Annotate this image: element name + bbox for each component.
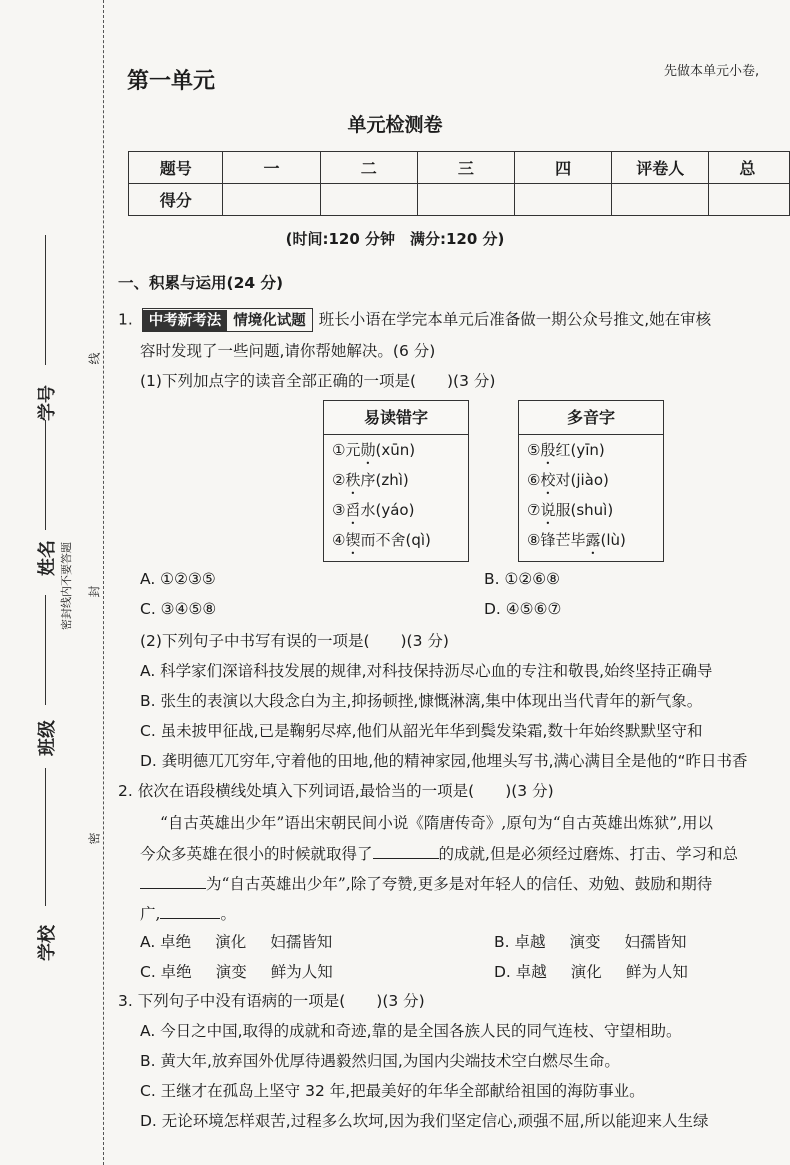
school-input-line[interactable] (45, 768, 46, 906)
q1-line2: 容时发现了一些问题,请你帮她解决。(6 分) (140, 342, 436, 360)
q2-passage-line4: 广, 。 (140, 902, 236, 925)
q1-sub2-option-a[interactable]: A. 科学家们深谙科技发展的规律,对科技保持沥尽心血的专注和敬畏,始终坚持正确导 (140, 662, 713, 680)
q3-option-d[interactable]: D. 无论环境怎样艰苦,过程多么坎坷,因为我们坚定信心,顽强不屈,所以能迎来人生绿 (140, 1112, 709, 1130)
box-title: 多音字 (519, 401, 663, 435)
q2-option-a[interactable]: A. 卓绝 演化 妇孺皆知 (140, 933, 333, 951)
score-input[interactable] (320, 184, 417, 216)
q1-option-d[interactable]: D. ④⑤⑥⑦ (484, 600, 562, 618)
q2-option-c[interactable]: C. 卓绝 演变 鲜为人知 (140, 963, 333, 981)
q2-stem-line (118, 780, 554, 802)
box-item: ③舀水(yáo) (332, 501, 415, 519)
seal-feng-char: 封 (87, 585, 102, 598)
q1-sub2-option-b[interactable]: B. 张生的表演以大段念白为主,抑扬顿挫,慷慨淋漓,集中体现出当代青年的新气象。 (140, 692, 703, 710)
score-table-header-row (129, 152, 790, 184)
q2-passage-line1: “自古英雄出少年”语出宋朝民间小说《隋唐传奇》,原句为“自古英雄出炼狱”,用以 (160, 814, 714, 832)
score-table-score-row (129, 184, 790, 216)
polyphone-box (518, 400, 664, 562)
score-cell: 二 (320, 152, 417, 184)
section-title: 一、积累与运用(24 分) (118, 274, 284, 292)
easy-error-box (323, 400, 469, 562)
score-input[interactable] (515, 184, 612, 216)
seal-line-char: 线 (87, 352, 102, 365)
q2-option-d[interactable]: D. 卓越 演化 鲜为人知 (494, 963, 688, 981)
blank-3[interactable] (160, 902, 220, 919)
q3-option-b[interactable]: B. 黄大年,放弃国外优厚待遇毅然归国,为国内尖端技术空白燃尽生命。 (140, 1052, 620, 1070)
score-cell: 题号 (129, 152, 223, 184)
q1-option-a[interactable]: A. ①②③⑤ (140, 570, 216, 588)
box-title: 易读错字 (324, 401, 468, 435)
q2-option-b[interactable]: B. 卓越 演变 妇孺皆知 (494, 933, 687, 951)
score-cell: 三 (417, 152, 514, 184)
q1-number: 1. (118, 310, 133, 329)
q1-option-b[interactable]: B. ①②⑥⑧ (484, 570, 561, 588)
q2-passage-line2: 今众多英雄在很小的时候就取得了 的成就,但是必须经过磨炼、打击、学习和总 (140, 842, 790, 865)
q2-stem: 依次在语段横线处填入下列词语,最恰当的一项是( )(3 分) (137, 782, 554, 800)
class-input-line[interactable] (45, 595, 46, 705)
q1-text: 班长小语在学完本单元后准备做一期公众号推文,她在审核 (318, 310, 712, 329)
top-hint: 先做本单元小卷, (664, 64, 760, 79)
box-item: ⑥校对(jiào) (527, 471, 609, 489)
blank-2[interactable] (140, 872, 206, 889)
box-item: ⑧锋芒毕露(lù) (527, 531, 626, 549)
box-item: ⑦说服(shuì) (527, 501, 614, 519)
seal-mi-char: 密 (87, 832, 102, 845)
score-cell: 得分 (129, 184, 223, 216)
score-cell: 四 (515, 152, 612, 184)
q3-stem-line (118, 990, 425, 1012)
blank-1[interactable] (373, 842, 439, 859)
box-item: ①元勋(xūn) (332, 441, 416, 459)
box-item: ②秩序(zhì) (332, 471, 409, 489)
score-input[interactable] (417, 184, 514, 216)
number-input-line[interactable] (45, 235, 46, 365)
score-cell: 一 (223, 152, 320, 184)
q1-sub2-option-d[interactable]: D. 龚明德兀兀穷年,守着他的田地,他的精神家园,他埋头写书,满心满目全是他的“昨日书香 (140, 752, 748, 770)
q1-line1 (118, 308, 711, 332)
name-input-line[interactable] (45, 420, 46, 530)
class-label: 班级 (37, 720, 58, 756)
q3-option-c[interactable]: C. 王继才在孤岛上坚守 32 年,把最美好的年华全部献给祖国的海防事业。 (140, 1082, 645, 1100)
q1-option-c[interactable]: C. ③④⑤⑧ (140, 600, 217, 618)
q1-badge (142, 308, 313, 332)
score-input[interactable] (223, 184, 320, 216)
number-label: 学号 (37, 385, 58, 421)
q3-stem: 下列句子中没有语病的一项是( )(3 分) (137, 992, 425, 1010)
q2-passage-line3: 为“自古英雄出少年”,除了夸赞,更多是对年轻人的信任、劝勉、鼓励和期待 (140, 872, 790, 895)
badge-new-method: 中考新考法 (143, 310, 228, 332)
exam-time: (时间:120 分钟 满分:120 分) (285, 230, 505, 248)
q3-number: 3. (118, 992, 133, 1010)
q2-number: 2. (118, 782, 133, 800)
q1-sub1: (1)下列加点字的读音全部正确的一项是( )(3 分) (140, 372, 496, 390)
box-item: ⑤殷红(yīn) (527, 441, 605, 459)
score-cell: 评卷人 (612, 152, 709, 184)
school-label: 学校 (37, 925, 58, 961)
score-cell: 总 (709, 152, 790, 184)
q1-sub2-option-c[interactable]: C. 虽未披甲征战,已是鞠躬尽瘁,他们从韶光年华到鬓发染霜,数十年始终默默坚守和 (140, 722, 703, 740)
q1-sub2: (2)下列句子中书写有误的一项是( )(3 分) (140, 632, 449, 650)
seal-note: 密封线内不要答题 (60, 542, 73, 630)
score-input[interactable] (612, 184, 709, 216)
box-item: ④锲而不舍(qì) (332, 531, 431, 549)
score-input[interactable] (709, 184, 790, 216)
unit-title: 第一单元 (127, 68, 216, 94)
seal-dashed-line (103, 0, 104, 1165)
name-label: 姓名 (37, 540, 58, 576)
exam-title: 单元检测卷 (347, 114, 443, 136)
q3-option-a[interactable]: A. 今日之中国,取得的成就和奇迹,靠的是全国各族人民的同气连枝、守望相助。 (140, 1022, 682, 1040)
badge-situational: 情境化试题 (233, 313, 306, 329)
score-table (128, 151, 790, 216)
